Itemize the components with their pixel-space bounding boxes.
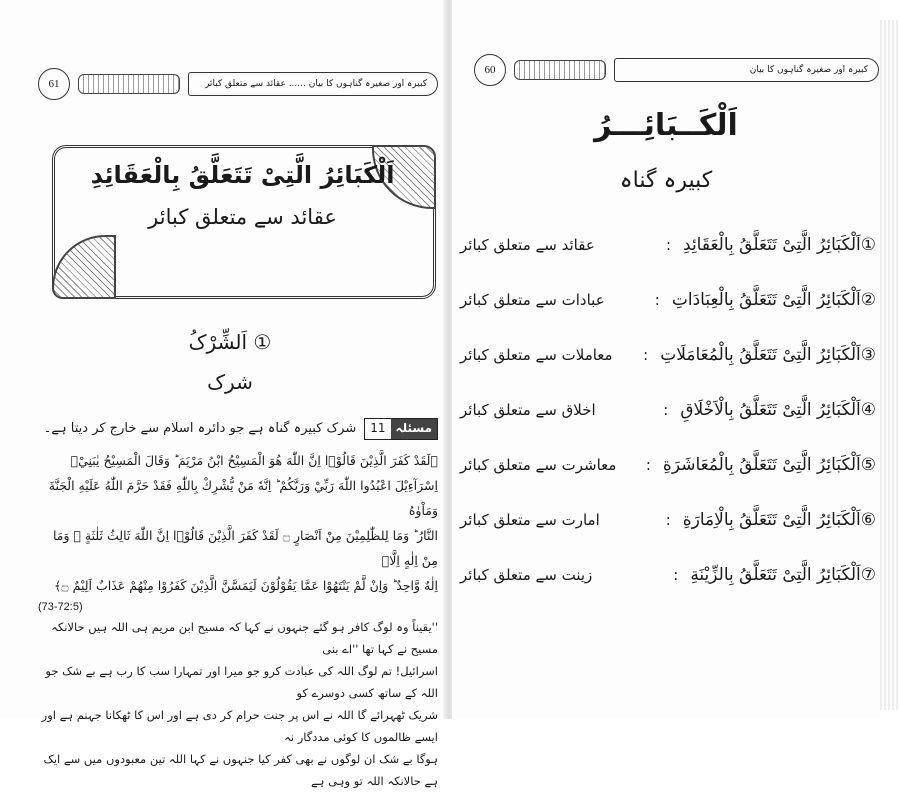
item-separator: : [665,511,671,529]
item-urdu: امارت سے متعلق کبائر [460,511,600,529]
box-subtitle: عقائد سے متعلق کبائر [148,205,337,229]
quran-line: اِسْرَآءِيْلَ اعْبُدُوا اللّٰهَ رَبِّيْ وَرَبَّكُمْ ؕ اِنَّهٗ مَنْ يُّشْرِكْ بِاللّٰهِ فَقَدْ حَرَّمَ اللّٰهُ عَلَيْهِ الْجَنَّةَ وَمَاْوٰهُ [48,478,438,518]
list-item [460,340,876,370]
running-header [38,72,438,98]
section-subheading: شرک [207,370,253,394]
translation-line: اسرائیل! تم لوگ اللہ کی عبادت کرو جو میرا اور تمہارا سب کا رب ہے بے شک جو اللہ کے ساتھ کسی دوسرے کو [45,664,438,700]
item-arabic: ②اَلْکَبَائِرُ الَّتِیْ تَتَعَلَّقُ بِالْعِبَادَاتِ [671,290,876,310]
page-subtitle: کبیرہ گناہ [619,168,713,193]
quran-line: ﴿لَقَدْ كَفَرَ الَّذِيْنَ قَالُوْۤا اِنَّ اللّٰهَ هُوَ الْمَسِيْحُ ابْنُ مَرْيَمَ ؕ وَقَالَ الْمَسِيْحُ يٰبَنِيْۤ [70,453,438,468]
quran-line: النَّارُ ؕ وَمَا لِلظّٰلِمِيْنَ مِنْ اَنْصَارٍ ۝ لَقَدْ كَفَرَ الَّذِيْنَ قَالُوْۤا اِنَّ اللّٰهَ ثَالِثُ ثَلٰثَةٍ ۘ وَمَا مِنْ اِلٰهٍ اِلَّاۤ [52,528,438,568]
list-item [460,450,876,480]
right-page [452,0,880,719]
item-separator: : [643,346,649,364]
item-separator: : [665,236,672,254]
item-urdu: معاملات سے متعلق کبائر [460,346,613,364]
item-arabic: ⑤اَلْکَبَائِرُ الَّتِیْ تَتَعَلَّقُ بِالْمُعَاشَرَةِ [662,455,876,475]
item-arabic: ⑦اَلْکَبَائِرُ الَّتِیْ تَتَعَلَّقُ بِالزِّیْنَةِ [690,565,876,585]
item-arabic: ⑥اَلْکَبَائِرُ الَّتِیْ تَتَعَلَّقُ بِالْاِمَارَةِ [682,510,876,530]
page-title: اَلْکَــبَائِـــرُ [594,108,738,143]
corner-ornament [52,235,116,299]
item-separator: : [673,566,679,584]
item-urdu: عبادات سے متعلق کبائر [460,291,605,309]
item-arabic: ①اَلْکَبَائِرُ الَّتِیْ تَتَعَلَّقُ بِالْعَقَائِدِ [683,235,876,255]
page-edges [880,20,900,710]
masala-text: شرک کبیرہ گناہ ہے جو دائرہ اسلام سے خارج کر دیتا ہے۔ [43,421,357,436]
list-item [460,395,876,425]
item-urdu: زینت سے متعلق کبائر [460,566,593,584]
item-urdu: اخلاق سے متعلق کبائر [460,401,596,419]
translation-line: ہوگا بے شک ان لوگوں نے بھی کفر کیا جنہوں نے کہا اللہ تین معبودوں میں سے ایک ہے حالانکہ اللہ تو وہی ہے [43,752,438,788]
left-page [0,0,446,788]
masala-number: 11 [370,421,386,435]
item-separator: : [654,291,660,309]
quran-line: اِلٰهٌ وَّاحِدٌ ؕ وَاِنْ لَّمْ يَنْتَهُوْا عَمَّا يَقُوْلُوْنَ لَيَمَسَّنَّ الَّذِيْنَ كَفَرُوْا مِنْهُمْ عَذَابٌ اَلِيْمٌ ۝﴾ [54,578,438,593]
item-arabic: ③اَلْکَبَائِرُ الَّتِیْ تَتَعَلَّقُ بِالْمُعَامَلَاتِ [660,345,876,365]
running-header-text: کبیرہ اور صغیرہ گناہوں کا بیان ...... عقائد سے متعلق کبائر [188,72,438,96]
list-item [460,560,876,590]
item-urdu: عقائد سے متعلق کبائر [460,236,595,254]
page-number: 61 [38,68,70,100]
quran-reference: (73-72:5) [38,601,83,613]
running-header-text: کبیرہ اور صغیرہ گناہوں کا بیان [614,58,879,82]
masala-label: مسئلہ [391,419,437,439]
list-item [460,505,876,535]
box-title: اَلْکَبَائِرُ الَّتِیْ تَتَعَلَّقُ بِالْعَقَائِدِ [90,161,395,189]
translation-line: شریک ٹھہرائے گا اللہ نے اس پر جنت حرام کر دی ہے اور اس کا ٹھکانا جہنم ہے اور ایسے ظالموں کا کوئی مددگار نہ [41,708,438,744]
body-text [38,418,438,792]
list-item [460,285,876,315]
masala-row [38,418,438,440]
item-separator: : [645,456,651,474]
title-box-text [55,160,430,230]
list-item [460,230,876,260]
section-heading: ① اَلشِّرْکُ [188,330,272,354]
translation-line: ''یقیناً وہ لوگ کافر ہو گئے جنہوں نے کہا کہ مسیح ابن مریم ہی اللہ ہیں حالانکہ مسیح نے کہا تھا ''اے بنی [51,620,438,656]
running-header [474,58,874,84]
item-arabic: ④اَلْکَبَائِرُ الَّتِیْ تَتَعَلَّقُ بِالْاَخْلَاقِ [680,400,876,420]
item-urdu: معاشرت سے متعلق کبائر [460,456,617,474]
page-number: 60 [474,54,506,86]
masala-badge [364,418,438,440]
item-separator: : [663,401,669,419]
header-ornament [514,60,606,80]
header-ornament [78,74,180,94]
